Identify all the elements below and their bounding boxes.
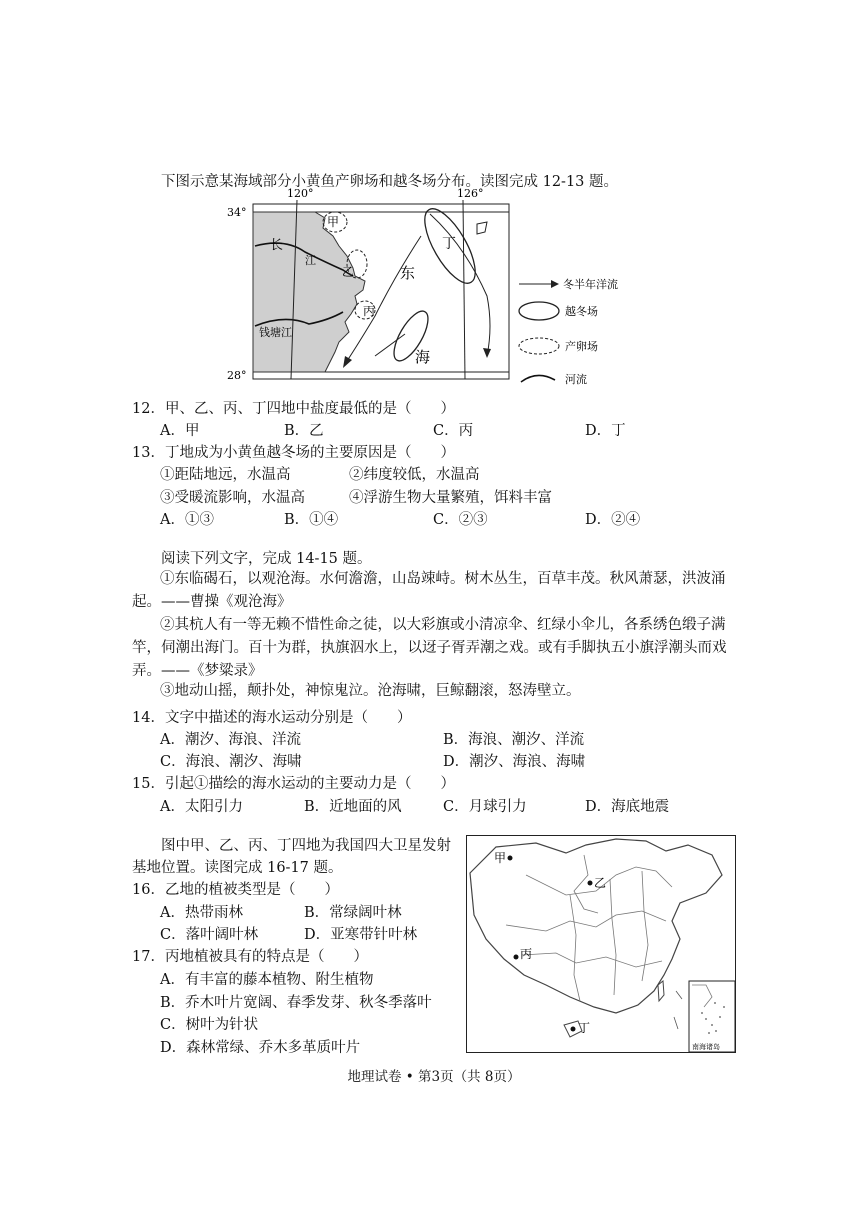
q12-stem: 12．甲、乙、丙、丁四地中盐度最低的是（ ） bbox=[132, 401, 455, 417]
legend-river-label: 河流 bbox=[565, 373, 587, 386]
q15-option-c: C．月球引力 bbox=[443, 799, 527, 815]
legend-wintering-shape bbox=[519, 302, 559, 320]
q13-option-d: D．②④ bbox=[585, 512, 641, 528]
q16-option-a: A．热带雨林 bbox=[160, 905, 243, 921]
q17-option-c: C．树叶为针状 bbox=[160, 1017, 259, 1033]
label-jiang: 江 bbox=[305, 254, 316, 267]
legend-spawning-shape bbox=[519, 338, 559, 354]
q15-option-d: D．海底地震 bbox=[585, 799, 670, 815]
q16-option-d: D．亚寒带针叶林 bbox=[304, 927, 418, 943]
label-qiantang: 钱塘江 bbox=[259, 326, 292, 339]
q12-option-d: D．丁 bbox=[585, 423, 626, 439]
legend-current-arrow bbox=[551, 280, 559, 288]
lon-126-line bbox=[463, 200, 465, 379]
q13-statement-2: ②纬度较低，水温高 bbox=[349, 467, 480, 483]
china-label-yi: 乙 bbox=[594, 876, 607, 890]
q14-stem: 14．文字中描述的海水运动分别是（ ） bbox=[132, 710, 412, 726]
label-yi: 乙 bbox=[342, 265, 355, 279]
label-chang: 长 bbox=[270, 238, 284, 253]
q12-option-a: A．甲 bbox=[160, 423, 200, 439]
label-hai: 海 bbox=[415, 348, 431, 366]
coastal-current-arrow bbox=[343, 356, 352, 368]
inset-label: 南海诸岛 bbox=[692, 1043, 720, 1051]
page-footer: 地理试卷 • 第3页（共 8页） bbox=[347, 1069, 521, 1085]
q14-option-d: D．潮汐、海浪、海啸 bbox=[443, 754, 586, 770]
lat-28-label: 28° bbox=[227, 369, 247, 382]
q17-stem: 17．丙地植被具有的特点是（ ） bbox=[132, 949, 368, 965]
q16-option-c: C．落叶阔叶林 bbox=[160, 927, 259, 943]
china-label-bing: 丙 bbox=[520, 947, 533, 961]
china-label-ding: 丁 bbox=[578, 1021, 591, 1035]
passage-2: ②其杭人有一等无赖不惜性命之徒，以大彩旗或小清凉伞、红绿小伞儿，各系绣色缎子满竿，伺潮出海门。百十为群，执旗泅水上，以迓子胥弄潮之戏。或有手脚执五小旗浮潮头而戏弄。——《梦粱录》 bbox=[132, 617, 727, 679]
q12-option-b: B．乙 bbox=[284, 423, 324, 439]
q14-option-b: B．海浪、潮汐、洋流 bbox=[443, 732, 585, 748]
q13-option-b: B．①④ bbox=[284, 512, 339, 528]
q13-stem: 13．丁地成为小黄鱼越冬场的主要原因是（ ） bbox=[132, 445, 455, 461]
point-yi bbox=[588, 881, 593, 886]
q13-option-a: A．①③ bbox=[160, 512, 214, 528]
point-ding bbox=[571, 1027, 576, 1032]
sea-area-map bbox=[225, 186, 635, 386]
lat-34-label: 34° bbox=[227, 206, 247, 219]
q17-option-d: D．森林常绿、乔木多革质叶片 bbox=[160, 1040, 361, 1056]
warm-current-arrow bbox=[483, 348, 491, 358]
q16-stem: 16．乙地的植被类型是（ ） bbox=[132, 882, 339, 898]
china-map bbox=[466, 835, 736, 1053]
q17-option-b: B．乔木叶片宽阔、春季发芽、秋冬季落叶 bbox=[160, 995, 432, 1011]
current-short bbox=[375, 334, 405, 356]
land-area bbox=[253, 212, 365, 372]
q14-option-a: A．潮汐、海浪、洋流 bbox=[160, 732, 301, 748]
q15-option-b: B．近地面的风 bbox=[304, 799, 402, 815]
point-jia bbox=[508, 856, 513, 861]
q17-option-a: A．有丰富的藤本植物、附生植物 bbox=[160, 972, 374, 988]
q14-option-c: C．海浪、潮汐、海啸 bbox=[160, 754, 302, 770]
q13-statement-4: ④浮游生物大量繁殖，饵料丰富 bbox=[349, 490, 552, 506]
warm-current bbox=[430, 214, 490, 356]
passage-1: ①东临碣石，以观沧海。水何澹澹，山岛竦峙。树木丛生，百草丰茂。秋风萧瑟，洪波涌起。——曹操《观沧海》 bbox=[132, 571, 726, 610]
label-bing: 丙 bbox=[363, 304, 376, 318]
section1-intro: 下图示意某海域部分小黄鱼产卵场和越冬场分布。读图完成 12-13 题。 bbox=[161, 174, 619, 190]
island bbox=[477, 222, 487, 234]
south-china-sea-inset bbox=[689, 981, 735, 1052]
legend-spawning-label: 产卵场 bbox=[565, 340, 598, 353]
q13-statement-3: ③受暖流影响，水温高 bbox=[160, 490, 305, 506]
section2-intro: 阅读下列文字，完成 14-15 题。 bbox=[161, 551, 372, 567]
passage-3: ③地动山摇，颠扑处，神惊鬼泣。沧海啸，巨鲸翻滚，怒涛壁立。 bbox=[160, 683, 581, 699]
q12-option-c: C．丙 bbox=[433, 423, 474, 439]
china-label-jia: 甲 bbox=[494, 851, 507, 865]
point-bing bbox=[514, 955, 519, 960]
q15-stem: 15．引起①描绘的海水运动的主要动力是（ ） bbox=[132, 776, 455, 792]
q13-option-c: C．②③ bbox=[433, 512, 488, 528]
section3-intro-line1: 图中甲、乙、丙、丁四地为我国四大卫星发射 bbox=[161, 838, 451, 854]
q15-option-a: A．太阳引力 bbox=[160, 799, 243, 815]
label-jia: 甲 bbox=[327, 215, 340, 229]
q13-statement-1: ①距陆地远，水温高 bbox=[160, 467, 291, 483]
legend-current-label: 冬半年洋流 bbox=[563, 278, 618, 291]
label-dong: 东 bbox=[400, 264, 416, 282]
lon-126-label: 126° bbox=[457, 187, 484, 200]
label-ding: 丁 bbox=[442, 236, 456, 252]
legend-river-shape bbox=[521, 375, 555, 382]
legend-wintering-label: 越冬场 bbox=[565, 305, 598, 318]
q16-option-b: B．常绿阔叶林 bbox=[304, 905, 402, 921]
lon-120-label: 120° bbox=[287, 187, 314, 200]
section3-intro-line2: 基地位置。读图完成 16-17 题。 bbox=[132, 860, 343, 876]
